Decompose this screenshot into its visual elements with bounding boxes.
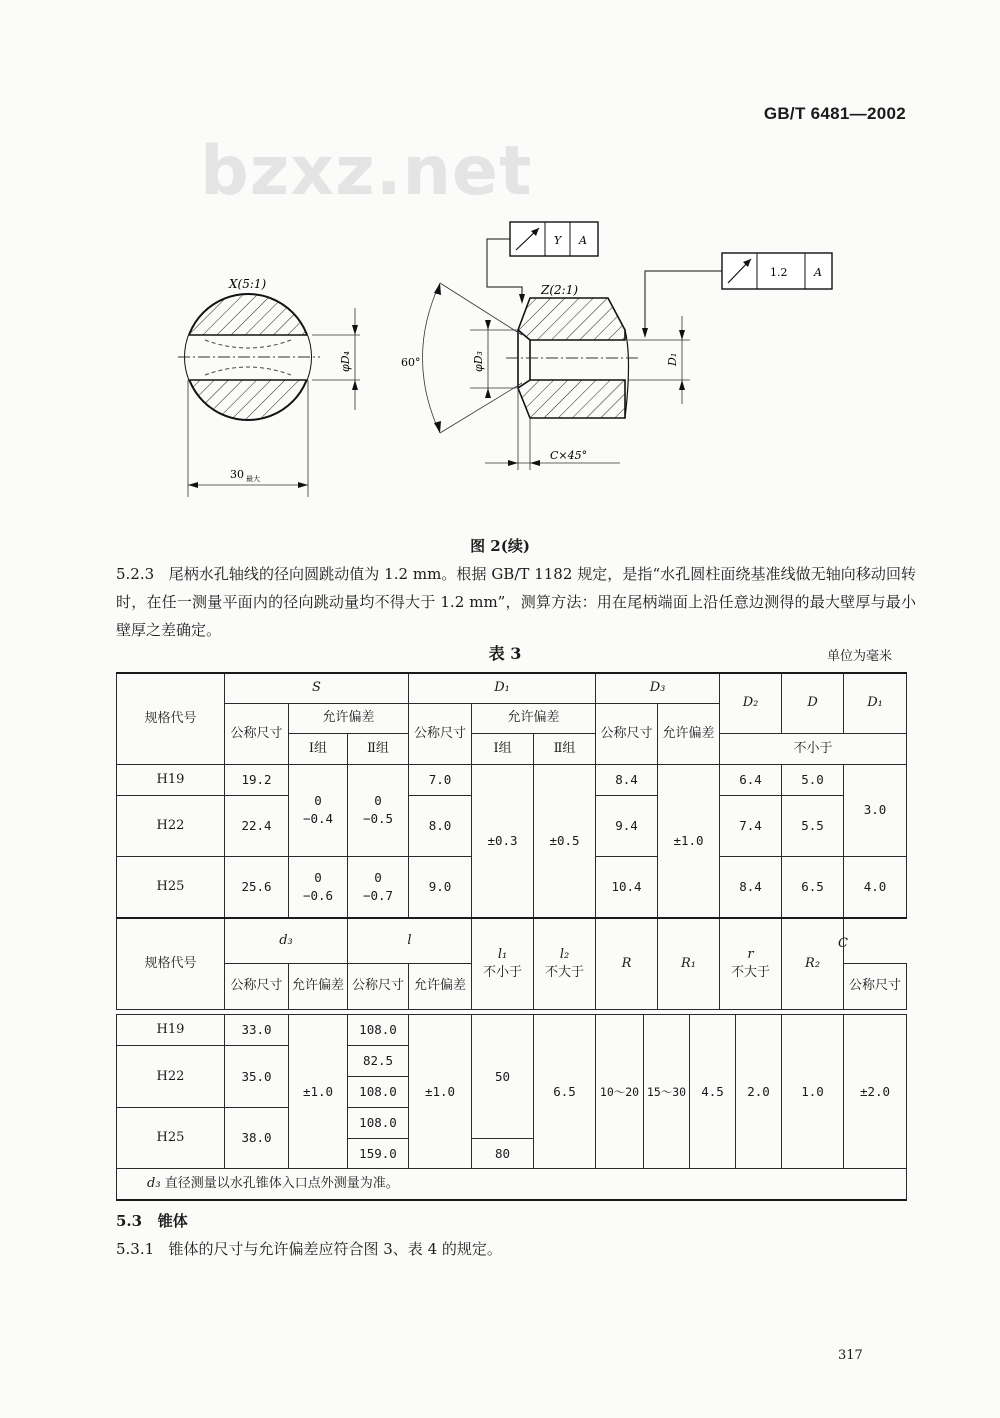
cell-d1-tol-g1: ±0.3 (472, 764, 534, 918)
th-nominal: 公称尺寸 (409, 703, 472, 764)
cell-code: H25 (117, 856, 225, 918)
th-c (844, 918, 907, 963)
th-nominal: 公称尺寸 (348, 963, 409, 1009)
cell-s: 22.4 (225, 795, 289, 856)
frame-right-datum: A (814, 266, 822, 279)
cell-code: H22 (117, 795, 225, 856)
th-r-small: r 不大于 (720, 918, 782, 1009)
th-tolerance: 允许偏差 (658, 703, 720, 764)
cell-d3-tol: ±1.0 (658, 764, 720, 918)
figure-caption: 图 2(续) (470, 537, 530, 555)
th-d1b: D₁ (844, 673, 907, 733)
table-unit: 单位为毫米 (826, 649, 892, 664)
cell-code: H19 (117, 764, 225, 795)
table-3 (116, 672, 907, 1010)
th-l2: l₂ 不大于 (534, 918, 596, 1009)
section-upper (518, 298, 625, 340)
clause-number: 5.2.3 (116, 565, 155, 583)
view-x-label: X(5:1) (229, 277, 267, 291)
dim-d1: D₁ (666, 352, 679, 366)
cell-l1: 80 (472, 1139, 534, 1169)
cell-l: 82.5 (348, 1046, 409, 1077)
dim-angle: 60° (401, 356, 421, 369)
cell-d2: 8.4 (720, 856, 782, 918)
cell-d3-small: 33.0 (225, 1015, 289, 1046)
cell-s: 25.6 (225, 856, 289, 918)
th-group1: Ⅰ组 (472, 733, 534, 764)
tolerance-frame-left (510, 222, 598, 256)
section-5-3: 5.3 锥体 (116, 1212, 188, 1230)
th-tolerance: 允许偏差 (289, 963, 348, 1009)
cell-d1b: 4.0 (844, 856, 907, 918)
frame-left-value: Y (554, 234, 562, 247)
cell-d1: 8.0 (409, 795, 472, 856)
table-note-row (117, 1169, 907, 1200)
dim-width: 30 (230, 468, 244, 481)
view-z-label: Z(2:1) (541, 283, 579, 297)
standard-number: GB/T 6481—2002 (763, 104, 906, 123)
cell-d3-small: 35.0 (225, 1046, 289, 1108)
cell-code: H22 (117, 1046, 225, 1108)
cell-r2: 2.0 (736, 1015, 782, 1169)
cell-d3-tol: ±1.0 (289, 1015, 348, 1169)
cell-l: 108.0 (348, 1015, 409, 1046)
dim-width-suffix: 最大 (246, 475, 260, 483)
cell-d1b: 3.0 (844, 764, 907, 856)
cell-c-nominal: 1.0 (782, 1015, 844, 1169)
th-group2: Ⅱ组 (534, 733, 596, 764)
cell-l: 159.0 (348, 1139, 409, 1169)
cell-s-tol-g2: 0 −0.7 (348, 856, 409, 918)
page-number: 317 (838, 1348, 863, 1363)
cell-d3: 9.4 (596, 795, 658, 856)
th-code: 规格代号 (117, 673, 225, 764)
cell-d3: 8.4 (596, 764, 658, 795)
paragraph-5-2-3 (116, 560, 916, 644)
technical-drawing (0, 0, 1000, 520)
th-c-label: C (838, 936, 848, 951)
cell-code: H19 (117, 1015, 225, 1046)
dim-d4: φD₄ (339, 351, 352, 372)
dim-d3: φD₃ (472, 351, 485, 372)
th-r1: R₁ (658, 918, 720, 1009)
th-r-big: R (596, 918, 658, 1009)
th-tolerance: 允许偏差 (472, 703, 596, 733)
cell-l2: 6.5 (534, 1015, 596, 1169)
frame-right-value: 1.2 (770, 266, 788, 279)
cell-d2: 6.4 (720, 764, 782, 795)
cell-d1: 7.0 (409, 764, 472, 795)
th-d3: D₃ (596, 673, 720, 703)
th-code: 规格代号 (117, 918, 225, 1009)
th-d2: D₂ (720, 673, 782, 733)
dim-chamfer: C×45° (550, 449, 588, 462)
th-s: S (225, 673, 409, 703)
th-tolerance: 允许偏差 (289, 703, 409, 733)
th-not-less: 不小于 (720, 733, 907, 764)
cell-d: 6.5 (782, 856, 844, 918)
cell-l1: 50 (472, 1015, 534, 1139)
paragraph-5-3-1: 5.3.1 锥体的尺寸与允许偏差应符合图 3、表 4 的规定。 (116, 1240, 502, 1258)
cell-s-tol-g2: 0 −0.5 (348, 764, 409, 856)
clause-text: 尾柄水孔轴线的径向圆跳动值为 1.2 mm。根据 GB/T 1182 规定，是指“水孔圆柱面绕基准线做无轴向移动回转时，在任一测量平面内的径向跳动量均不得大于 1.2 mm”，测算方法：用在尾柄端面上沿任意边测得的最大壁厚与最小壁厚之差确定。 (116, 565, 916, 639)
th-d3-small: d₃ (225, 918, 348, 963)
frame-left-datum: A (579, 234, 587, 247)
watermark: bzxz.net (200, 132, 533, 211)
th-tolerance: 允许偏差 (409, 963, 472, 1009)
cell-s: 19.2 (225, 764, 289, 795)
cell-s-tol-g1: 0 −0.6 (289, 856, 348, 918)
table-row (117, 764, 907, 795)
cell-d: 5.5 (782, 795, 844, 856)
section-lower (518, 380, 625, 418)
cell-l: 108.0 (348, 1108, 409, 1139)
cell-code: H25 (117, 1108, 225, 1169)
cell-r-small: 4.5 (690, 1015, 736, 1169)
th-d1: D₁ (409, 673, 596, 703)
table-row (117, 1015, 907, 1046)
th-nominal: 公称尺寸 (596, 703, 658, 764)
cell-l-tol: ±1.0 (409, 1015, 472, 1169)
table-caption: 表 3 (488, 644, 522, 663)
th-group1: Ⅰ组 (289, 733, 348, 764)
cell-d3: 10.4 (596, 856, 658, 918)
cell-c-tol: ±2.0 (844, 1015, 907, 1169)
th-l: l (348, 918, 472, 963)
cell-d1-tol-g2: ±0.5 (534, 764, 596, 918)
cell-d1: 9.0 (409, 856, 472, 918)
cell-d3-small: 38.0 (225, 1108, 289, 1169)
table-note: d₃ 直径测量以水孔锥体入口点外测量为准。 (117, 1169, 907, 1200)
cell-r1: 15～30 (644, 1015, 690, 1169)
cell-s-tol-g1: 0 −0.4 (289, 764, 348, 856)
cell-l: 108.0 (348, 1077, 409, 1108)
tolerance-frame-right (722, 253, 832, 289)
th-d: D (782, 673, 844, 733)
cell-d: 5.0 (782, 764, 844, 795)
th-nominal: 公称尺寸 (844, 963, 907, 1009)
cell-d2: 7.4 (720, 795, 782, 856)
th-nominal: 公称尺寸 (225, 963, 289, 1009)
th-l1: l₁ 不小于 (472, 918, 534, 1009)
cell-r-big: 10～20 (596, 1015, 644, 1169)
th-group2: Ⅱ组 (348, 733, 409, 764)
th-nominal: 公称尺寸 (225, 703, 289, 764)
th-r2: R₂ (782, 918, 844, 1009)
table-3-lower (116, 1014, 907, 1201)
